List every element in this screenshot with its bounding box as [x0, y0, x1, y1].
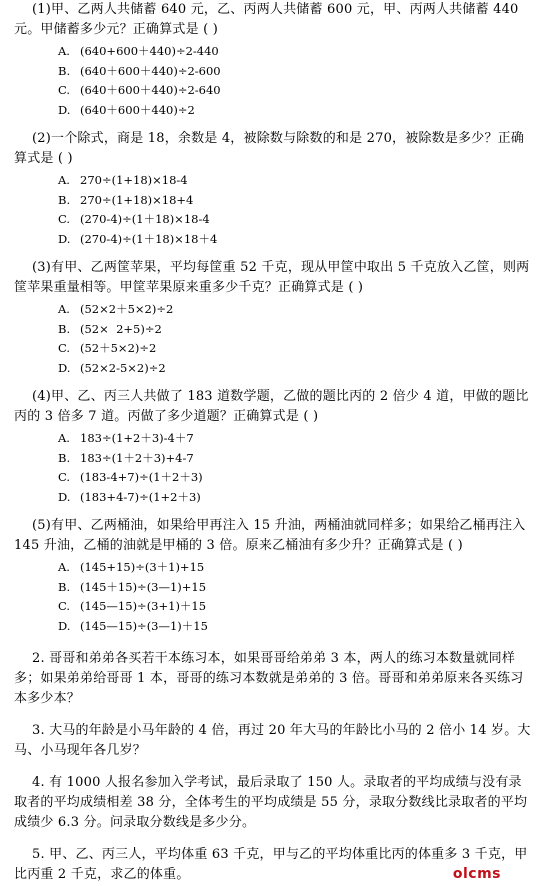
option-letter: A.: [58, 431, 70, 445]
word-problem-4: [14, 773, 534, 833]
option-letter: B.: [58, 579, 71, 594]
question-stem: (2)一个除式，商是 18，余数是 4，被除数与除数的和是 270，被除数是多少？正确算式是 ( ): [14, 131, 525, 166]
option-letter: B.: [58, 450, 71, 465]
question-stem: (1)甲、乙两人共储蓄 640 元，乙、丙两人共储蓄 600 元，甲、丙两人共储蓄 440 元。甲储蓄多少元？正确算式是 ( ): [14, 2, 519, 37]
option-text: (640＋600＋440)÷2-640: [80, 83, 221, 97]
option-a: [14, 42, 534, 62]
option-text: (145—15)÷(3—1)＋15: [80, 618, 208, 633]
option-letter: D.: [58, 231, 71, 246]
options-list: [14, 42, 534, 120]
option-letter: C.: [58, 212, 71, 226]
question-stem: (3)有甲、乙两筐苹果，平均每筐重 52 千克，现从甲筐中取出 5 千克放入乙筐，则两筐苹果重量相等。甲筐苹果原来重多少千克？正确算式是 ( ): [14, 260, 530, 295]
option-text: (270-4)÷(1＋18)×18＋4: [80, 231, 218, 246]
question-stem: 5. 甲、乙、丙三人，平均体重 63 千克，甲与乙的平均体重比丙的体重多 3 千克，甲比丙重 2 千克，求乙的体重。: [14, 847, 528, 882]
option-letter: A.: [58, 560, 70, 574]
option-text: (52×2-5×2)÷2: [80, 360, 166, 375]
options-list: [14, 300, 534, 378]
option-d: [14, 230, 534, 250]
option-letter: D.: [58, 618, 71, 633]
option-text: (145+15)÷(3＋1)+15: [80, 560, 205, 574]
option-b: [14, 62, 534, 82]
option-text: 183÷(1+2＋3)-4＋7: [80, 431, 194, 445]
option-letter: C.: [58, 599, 71, 613]
option-letter: D.: [58, 360, 71, 375]
question-stem: (5)有甲、乙两桶油，如果给甲再注入 15 升油，两桶油就同样多；如果给乙桶再注入 145 升油，乙桶的油就是甲桶的 3 倍。原来乙桶油有多少升？正确算式是 ( ): [14, 518, 526, 553]
option-c: [14, 81, 534, 101]
option-b: [14, 449, 534, 469]
option-letter: D.: [58, 489, 71, 504]
question-2: [14, 129, 534, 249]
option-text: (145＋15)÷(3—1)+15: [80, 579, 207, 594]
options-list: [14, 558, 534, 636]
option-text: (183-4+7)÷(1＋2＋3): [80, 470, 203, 484]
option-letter: A.: [58, 44, 70, 58]
option-letter: C.: [58, 341, 71, 355]
option-letter: B.: [58, 321, 71, 336]
option-text: (183+4-7)÷(1+2＋3): [80, 489, 201, 504]
option-text: (52＋5×2)÷2: [80, 341, 157, 355]
question-3: [14, 258, 534, 378]
option-d: [14, 617, 534, 637]
watermark-logo: olcms: [452, 866, 501, 882]
word-problem-2: [14, 649, 534, 709]
question-stem: 3. 大马的年龄是小马年龄的 4 倍，再过 20 年大马的年龄比小马的 2 倍小 14 岁。大马、小马现年各几岁？: [14, 723, 531, 758]
option-text: (52×2＋5×2)÷2: [80, 302, 174, 316]
option-letter: D.: [58, 102, 71, 117]
option-text: 270÷(1+18)×18+4: [80, 192, 194, 207]
question-stem: 2. 哥哥和弟弟各买若干本练习本，如果哥哥给弟弟 3 本，两人的练习本数量就同样多；如果弟弟给哥哥 1 本，哥哥的练习本数就是弟弟的 3 倍。哥哥和弟弟原来各买练习本多少本？: [14, 651, 524, 706]
option-letter: C.: [58, 470, 71, 484]
option-b: [14, 320, 534, 340]
option-c: [14, 468, 534, 488]
option-a: [14, 429, 534, 449]
option-c: [14, 339, 534, 359]
option-text: (52× 2+5)÷2: [80, 321, 162, 336]
question-stem: 4. 有 1000 人报名参加入学考试，最后录取了 150 人。录取者的平均成绩与没有录取者的平均成绩相差 38 分，全体考生的平均成绩是 55 分，录取分数线比录取者的平均成绩少 6.3 分。问录取分数线是多少分。: [14, 775, 528, 830]
option-d: [14, 359, 534, 379]
option-d: [14, 488, 534, 508]
option-letter: C.: [58, 83, 71, 97]
option-letter: B.: [58, 192, 71, 207]
option-letter: B.: [58, 63, 71, 78]
question-4: [14, 387, 534, 507]
option-a: [14, 300, 534, 320]
option-text: (145—15)÷(3+1)＋15: [80, 599, 207, 613]
options-list: [14, 171, 534, 249]
option-text: (640＋600＋440)÷2-600: [80, 63, 221, 78]
question-stem: (4)甲、乙、丙三人共做了 183 道数学题，乙做的题比丙的 2 倍少 4 道，甲做的题比丙的 3 倍多 7 道。丙做了多少道题？正确算式是 ( ): [14, 389, 529, 424]
option-letter: A.: [58, 302, 70, 316]
option-text: (640+600＋440)÷2-440: [80, 44, 219, 58]
options-list: [14, 429, 534, 507]
option-text: (270-4)÷(1＋18)×18-4: [80, 212, 210, 226]
option-b: [14, 191, 534, 211]
option-c: [14, 210, 534, 230]
option-letter: A.: [58, 173, 70, 187]
option-a: [14, 171, 534, 191]
option-a: [14, 558, 534, 578]
option-text: 183÷(1＋2＋3)+4-7: [80, 450, 194, 465]
option-b: [14, 578, 534, 598]
option-d: [14, 101, 534, 121]
option-c: [14, 597, 534, 617]
question-1: [14, 0, 534, 120]
word-problem-3: [14, 721, 534, 761]
option-text: 270÷(1+18)×18-4: [80, 173, 188, 187]
option-text: (640＋600＋440)÷2: [80, 102, 195, 117]
question-5: [14, 516, 534, 636]
